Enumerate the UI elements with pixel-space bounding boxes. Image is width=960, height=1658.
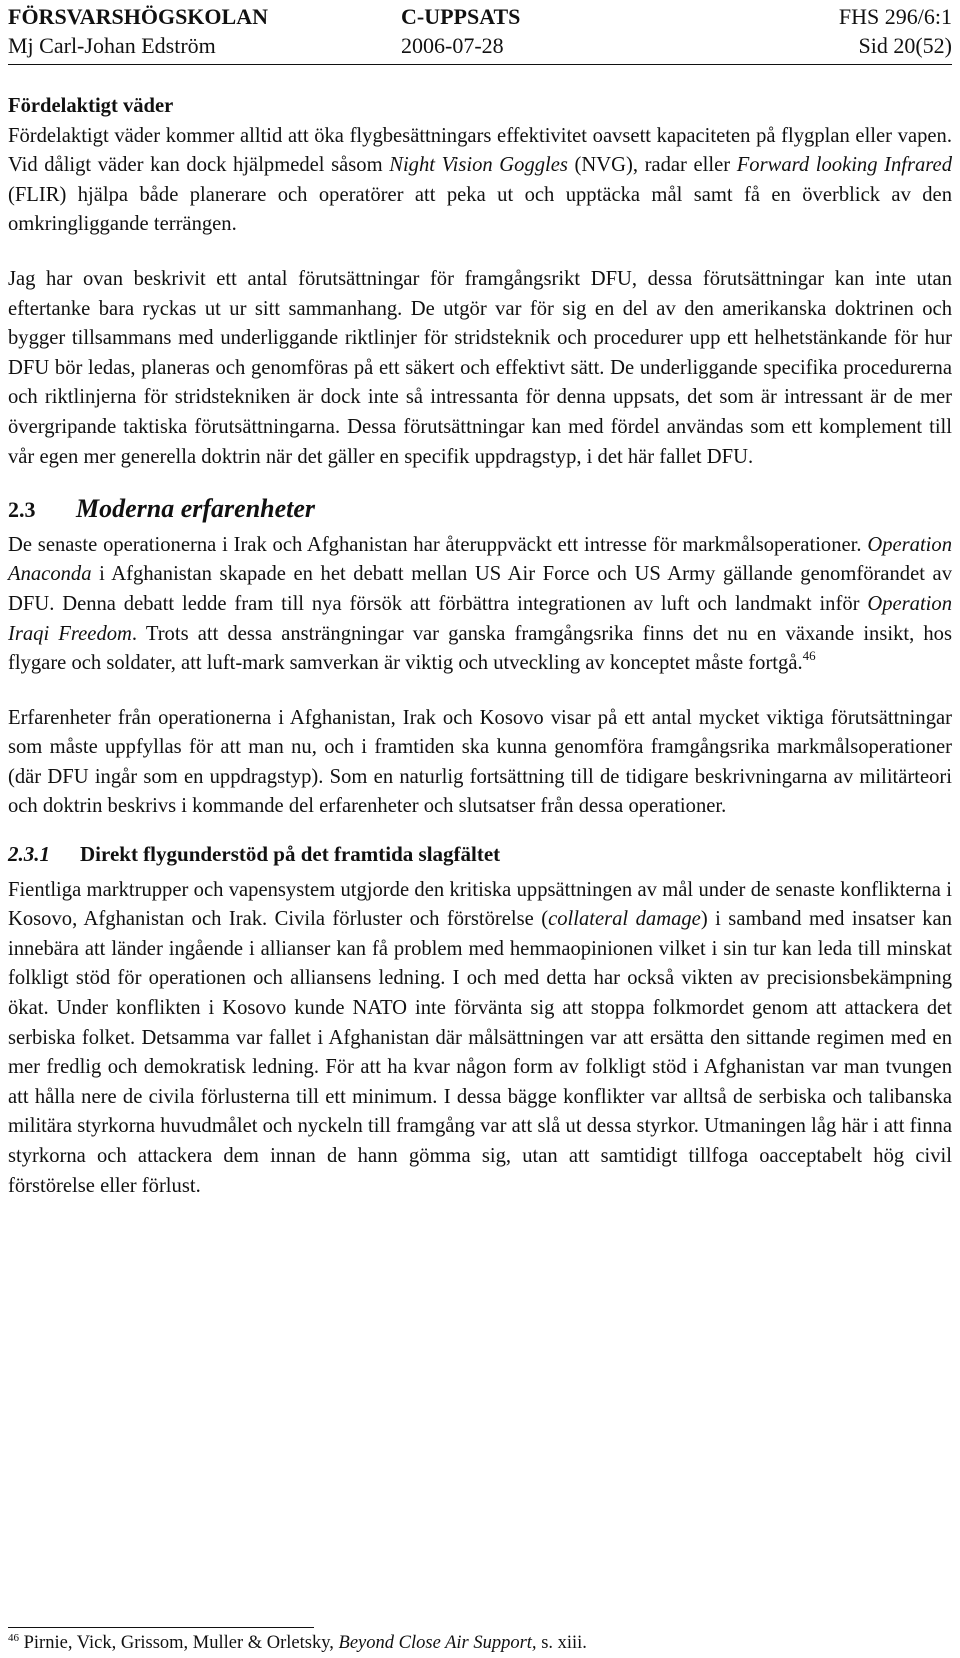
footnote-page: s. xiii.	[536, 1633, 587, 1653]
text-run: . Trots att dessa ansträngningar var ganska framgångsrika finns det nu en växande insikt, hos flygare och soldater, att luft-mark samverkan är viktig och utveckling av konceptet måste fortgå.	[8, 622, 952, 675]
text-run: (NVG), radar eller	[567, 154, 737, 177]
subsection-number: 2.3.1	[8, 842, 50, 867]
weather-heading: Fördelaktigt väder	[8, 95, 174, 117]
operation-anaconda: Operation Anaconda	[8, 533, 952, 586]
experience-paragraph: Erfarenheter från operationerna i Afghanistan, Irak och Kosovo visar på ett antal mycket viktiga förutsättningar som måste uppfyllas för att man nu, och i framtiden ska kunna genomföra framgångsrika markmålsoperationer (där DFU ingår som en uppdragstyp). Som en naturlig fortsättning till de tidigare beskrivningarna av militärteori och doktrin beskrivs i kommande del erfarenheter och slutsatser från dessa operationer.	[8, 706, 952, 818]
operation-iraqi-freedom: Operation Iraqi Freedom	[8, 592, 952, 645]
footnote-number: 46	[8, 1632, 19, 1644]
modern-experience-paragraph	[8, 531, 952, 679]
main-content	[8, 92, 952, 1201]
page-number: Sid 20(52)	[858, 33, 952, 58]
section-number: 2.3	[8, 497, 36, 523]
header-row-2	[8, 31, 952, 60]
page-header	[8, 2, 952, 60]
collateral-damage-term: collateral damage	[548, 908, 701, 931]
text-run: De senaste operationerna i Irak och Afghanistan har återuppväckt ett intresse för markmålsoperationer.	[8, 533, 868, 556]
close-air-support-paragraph	[8, 876, 952, 1202]
document-type: C-UPPSATS	[401, 4, 521, 29]
weather-paragraph	[8, 122, 952, 240]
footnote-book-title: Beyond Close Air Support,	[338, 1633, 537, 1653]
text-run: Fientliga marktrupper och vapensystem utgjorde den kritiska uppsättningen av mål under de senaste konflikterna i Kosovo, Afghanistan och Irak. Civila förluster och förstörelse (	[8, 878, 952, 931]
header-divider	[8, 64, 952, 65]
flir-term: Forward looking Infrared	[736, 154, 952, 177]
section-heading	[8, 494, 952, 525]
course-code: FHS 296/6:1	[838, 4, 952, 29]
section-title: Moderna erfarenheter	[76, 494, 316, 524]
author-name: Mj Carl-Johan Edström	[8, 33, 216, 58]
text-run: i Afghanistan skapade en het debatt mellan US Air Force och US Army gällande genomförandet av DFU. Denna debatt ledde fram till nya försök att förbättra integrationen av luft och landmakt inför	[8, 563, 952, 615]
nvg-term: Night Vision Goggles	[389, 154, 568, 177]
text-run: Fördelaktigt väder kommer alltid att öka flygbesättningars effektivitet oavsett kapaciteten på flygplan eller vapen. Vid dåligt väder kan dock hjälpmedel såsom	[8, 124, 952, 177]
text-run: (FLIR) hjälpa både planerare och operatörer att peka ut och upptäcka mål samt få en överblick av den omkringliggande terrängen.	[8, 183, 952, 236]
prerequisites-paragraph: Jag har ovan beskrivit ett antal förutsättningar för framgångsrikt DFU, dessa förutsättningar kan inte utan eftertanke bara ryckas ut ur sitt sammanhang. De utgör var för sig en del av den amerikanska doktrinen och bygger tillsammans med underliggande riktlinjer för stridsteknik och procedurer upp ett helhetstänkande för hur DFU bör ledas, planeras och genomföras på ett säkert och effektivt sätt. De underliggande specifika procedurerna och riktlinjerna för stridstekniken är dock inte så intressanta för denna uppsats, det som är intressant är de mer övergripande taktiska förutsättningarna. Dessa förutsättningar kan med fördel användas som ett komplement till vår egen mer generella doktrin när det gäller en specifik uppdragstyp, i det här fallet DFU.	[8, 267, 952, 468]
footnote-divider	[8, 1627, 314, 1628]
text-run: ) i samband med insatser kan innebära att länder ingående i allianser kan få problem med hemmaopinionen vilket i sin tur kan leda till minskat folkligt stöd för operationen och alliansens ledning. I och med detta har också vikten av precisionsbekämpning ökat. Under konflikten i Kosovo kunde NATO inte förvänta sig att stoppa folkmordet genom att attackera det serbiska folket. Detsamma var fallet i Afghanistan där målsättningen var att ersätta den sittande regimen med en mer fredlig och demokratisk ledning. För att ha kvar någon form av folkligt stöd i Afghanistan var man tvungen att hålla nere de civila förlusterna till ett minimum. I dessa bägge konflikter var alltså de serbiska och talibanska militära styrkorna huvudmålet och nyckeln till framgång var att slå ut dessa styrkor. Utmaningen låg här i att finna styrkorna och attackera dem innan de hann gömma sig, utan att samtidigt tillfoga oacceptabelt hög civil förstörelse eller förlust.	[8, 908, 952, 1197]
header-row-1	[8, 2, 952, 31]
footnote-authors: Pirnie, Vick, Grissom, Muller & Orletsky,	[19, 1633, 339, 1653]
document-date: 2006-07-28	[401, 33, 504, 58]
footnote	[8, 1632, 587, 1654]
school-name: FÖRSVARSHÖGSKOLAN	[8, 4, 268, 29]
subsection-heading	[8, 840, 952, 870]
subsection-title: Direkt flygunderstöd på det framtida slagfältet	[80, 842, 501, 867]
footnote-reference[interactable]: 46	[802, 648, 816, 664]
